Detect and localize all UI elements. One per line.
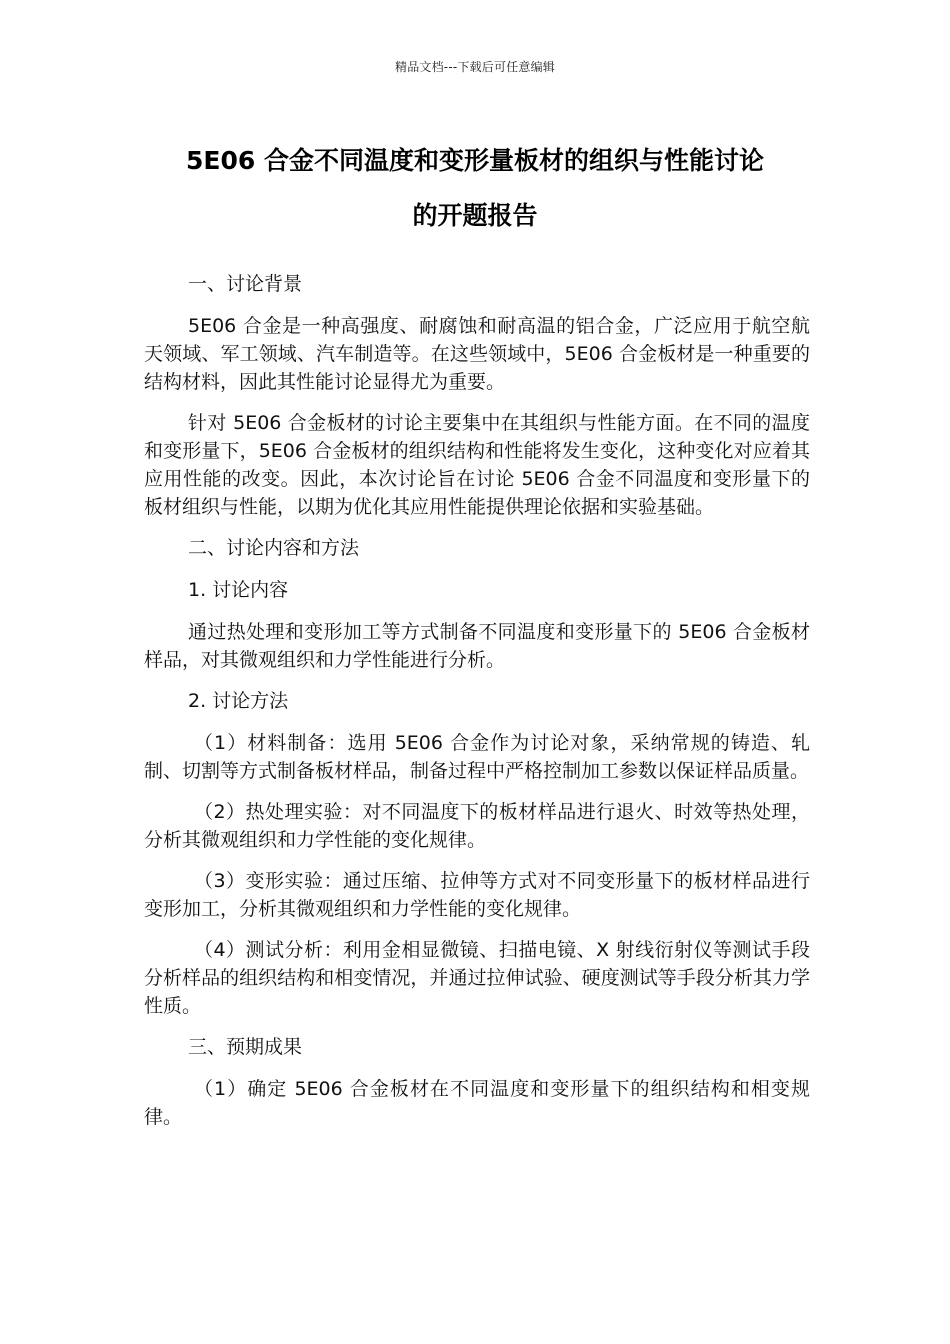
result-item-1: （1）确定 5E06 合金板材在不同温度和变形量下的组织结构和相变规律。 xyxy=(144,1078,810,1128)
subheading-content: 1. 讨论内容 xyxy=(188,579,289,601)
section-heading-expected-results: 三、预期成果 xyxy=(188,1036,303,1058)
background-paragraph-2: 针对 5E06 合金板材的讨论主要集中在其组织与性能方面。在不同的温度和变形量下，5E06 合金板材的组织结构和性能将发生变化，这种变化对应着其应用性能的改变。因此，本次讨论旨在讨论 5E06 合金不同温度和变形量下的板材组织与性能，以期为优化其应用性能提供理论依据和实验基础。 xyxy=(144,412,810,518)
content-paragraph: 通过热处理和变形加工等方式制备不同温度和变形量下的 5E06 合金板材样品，对其微观组织和力学性能进行分析。 xyxy=(144,621,810,671)
title-line-1: 5E06 合金不同温度和变形量板材的组织与性能讨论 xyxy=(186,146,764,175)
background-paragraph-1: 5E06 合金是一种高强度、耐腐蚀和耐高温的铝合金，广泛应用于航空航天领域、军工领域、汽车制造等。在这些领域中，5E06 合金板材是一种重要的结构材料，因此其性能讨论显得尤为重要。 xyxy=(144,315,810,393)
document-body xyxy=(144,270,810,1144)
subheading-method: 2. 讨论方法 xyxy=(188,690,289,712)
method-item-4: （4）测试分析：利用金相显微镜、扫描电镜、X 射线衍射仪等测试手段分析样品的组织结构和相变情况，并通过拉伸试验、硬度测试等手段分析其力学性质。 xyxy=(144,939,810,1017)
header-note: 精品文档---下载后可任意编辑 xyxy=(395,60,555,74)
title-line-2: 的开题报告 xyxy=(412,201,538,230)
method-item-1: （1）材料制备：选用 5E06 合金作为讨论对象，采纳常规的铸造、轧制、切割等方式制备板材样品，制备过程中严格控制加工参数以保证样品质量。 xyxy=(144,732,810,782)
method-item-3: （3）变形实验：通过压缩、拉伸等方式对不同变形量下的板材样品进行变形加工，分析其微观组织和力学性能的变化规律。 xyxy=(144,870,810,920)
document-title xyxy=(120,133,830,243)
section-heading-content-method: 二、讨论内容和方法 xyxy=(188,537,360,559)
method-item-2: （2）热处理实验：对不同温度下的板材样品进行退火、时效等热处理，分析其微观组织和力学性能的变化规律。 xyxy=(144,801,810,851)
section-heading-background: 一、讨论背景 xyxy=(188,273,303,295)
